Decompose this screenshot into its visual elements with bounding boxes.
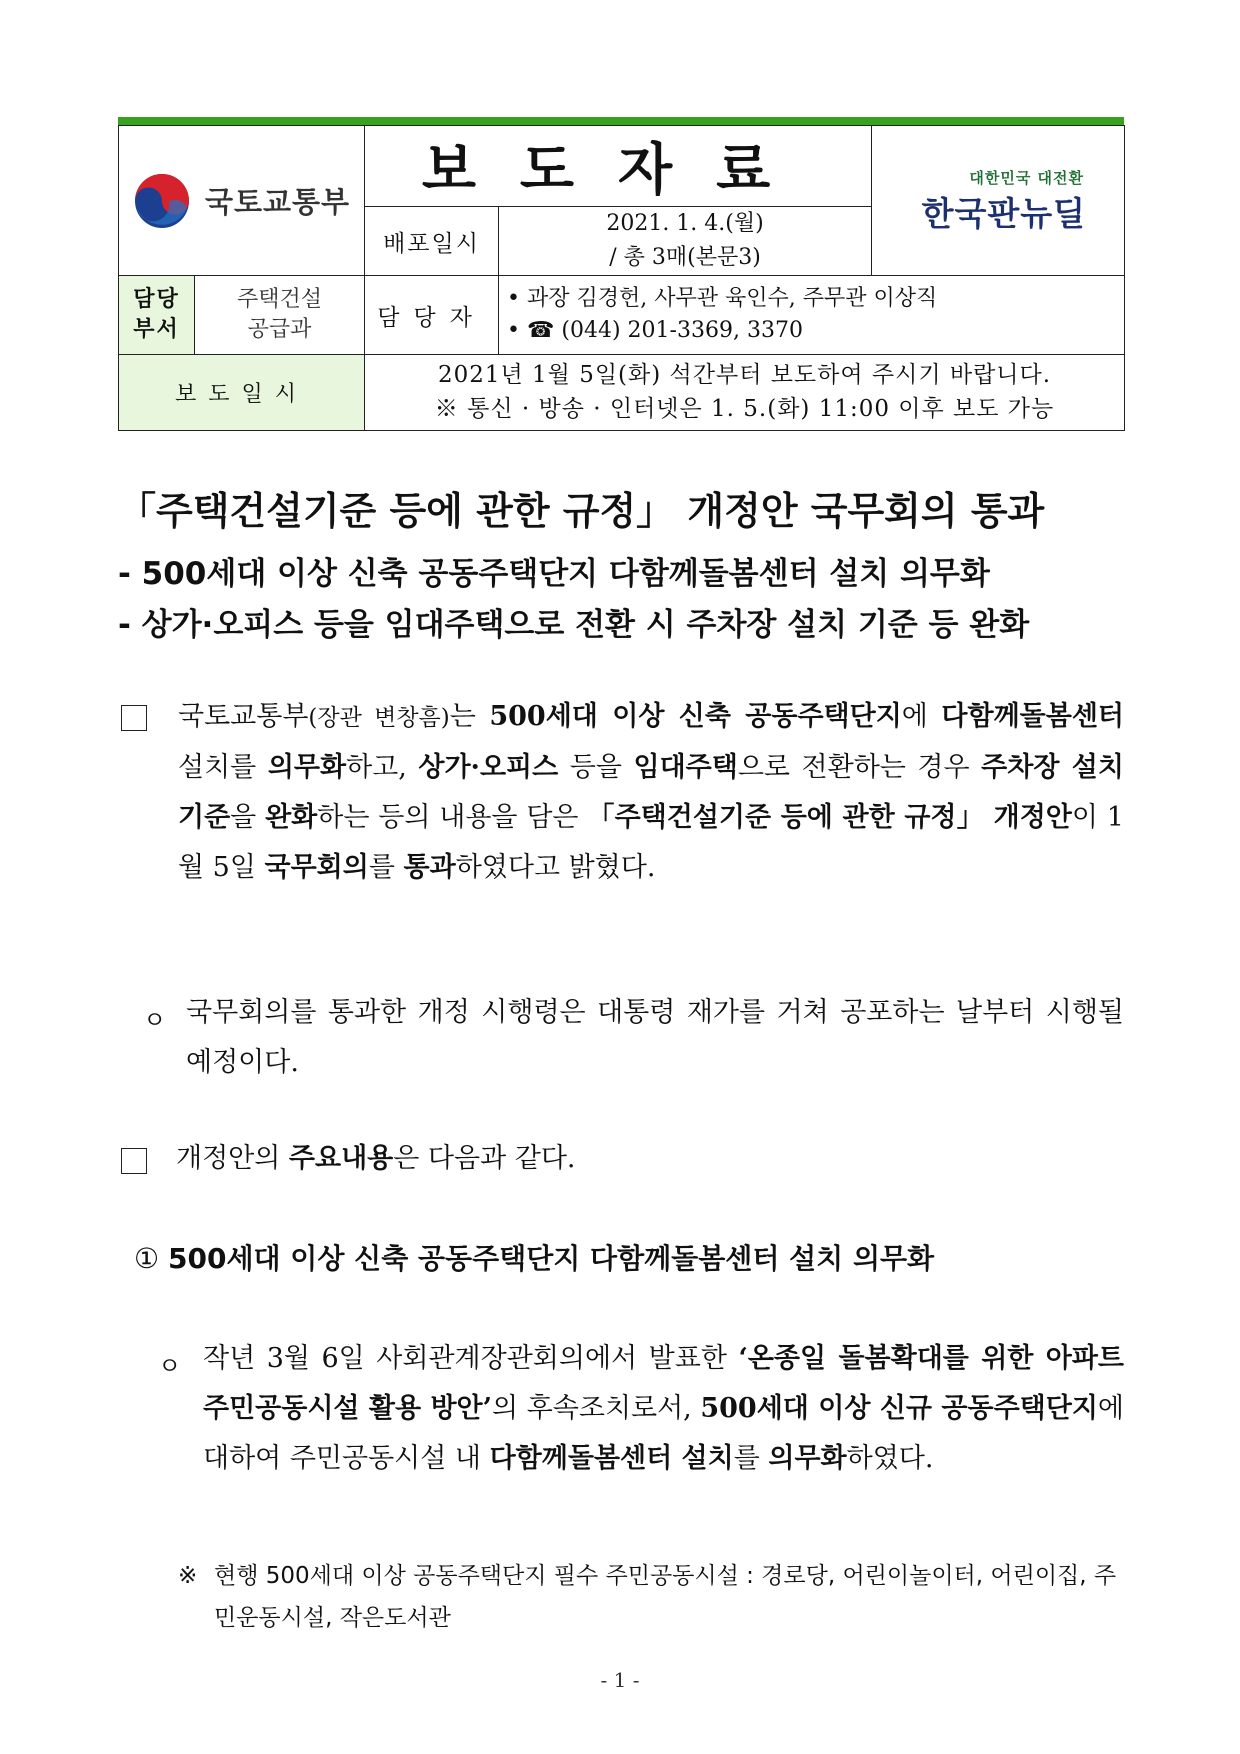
note-mark: ※ — [178, 1563, 198, 1589]
p1-m: 으로 전환하는 경우 — [737, 752, 982, 783]
header-accent-bar — [118, 117, 1124, 125]
p1-v: 통과 — [403, 852, 456, 883]
p3-b: 주요내용 — [288, 1143, 394, 1174]
release-line-2: ※ 통신 · 방송 · 인터넷은 1. 5.(화) 11:00 이후 보도 가능 — [434, 396, 1055, 423]
p4-d: 500세대 이상 신규 공동주택단지 — [700, 1393, 1098, 1424]
new-deal-slogan: 대한민국 대전환 — [969, 168, 1085, 187]
section-1-marker: ① — [134, 1242, 160, 1275]
p4-f: 다함께돌봄센터 설치 — [489, 1443, 734, 1474]
p4-i: 하였다. — [846, 1443, 934, 1474]
new-deal-logo-cell — [872, 126, 1125, 276]
checkbox-bullet-2 — [121, 1148, 147, 1174]
ministry-logo-cell — [119, 126, 365, 276]
p1-g: 설치를 — [178, 752, 268, 783]
p3-c: 은 다음과 같다. — [393, 1143, 576, 1174]
paragraph-care-center — [203, 1334, 1124, 1484]
note-required-facilities: 현행 500세대 이상 공동주택단지 필수 주민공동시설 : 경로당, 어린이놀이터, 어린이집, 주민운동시설, 작은도서관 — [214, 1563, 1117, 1631]
department-label-line1: 담당 — [133, 287, 180, 313]
p4-a: 작년 3월 6일 사회관계장관회의에서 발표한 — [203, 1343, 739, 1374]
headline-subtitle-1: - 500세대 이상 신축 공동주택단지 다함께돌봄센터 설치 의무화 — [118, 556, 990, 592]
release-info-cell — [365, 354, 1125, 430]
p4-g: 를 — [733, 1443, 769, 1474]
department-label-cell — [119, 276, 195, 354]
distribution-label-cell — [365, 207, 499, 276]
p1-l: 임대주택 — [633, 752, 738, 783]
p1-n: 주차장 설치 기준 — [178, 752, 1124, 833]
release-line-1: 2021년 1월 5일(화) 석간부터 보도하여 주시기 바랍니다. — [437, 362, 1052, 389]
staff-phone: (044) 201-3369, 3370 — [561, 318, 803, 344]
p1-f: 다함께돌봄센터 — [941, 701, 1124, 732]
press-release-header — [118, 117, 1124, 431]
p1-w: 하였다고 밝혔다. — [455, 852, 656, 883]
headline-title: 「주택건설기준 등에 관한 규정」 개정안 국무회의 통과 — [118, 489, 1045, 533]
release-label-cell — [119, 354, 365, 430]
p1-r: 「주택건설기준 등에 관한 규정」 개정안 — [587, 802, 1072, 833]
p4-c: 의 후속조치로서, — [492, 1393, 701, 1424]
staff-contact-cell — [499, 276, 1125, 354]
department-name-line2: 공급과 — [247, 317, 312, 343]
p1-u: 를 — [368, 852, 404, 883]
p4-e: 에 대하여 주민공동시설 내 — [203, 1393, 1124, 1474]
p4-h: 의무화 — [768, 1443, 847, 1474]
p1-q: 하는 등의 내용을 담은 — [317, 802, 588, 833]
p1-c: 는 — [449, 701, 490, 732]
paragraph-enforcement: 국무회의를 통과한 개정 시행령은 대통령 재가를 거쳐 공포하는 날부터 시행될 예정이다. — [186, 997, 1124, 1078]
section-1-heading — [134, 1234, 1124, 1284]
department-name-cell — [195, 276, 365, 354]
p1-d: 500세대 이상 신축 공동주택단지 — [489, 701, 902, 732]
p3-a: 개정안의 — [176, 1143, 289, 1174]
section-1-title: 500세대 이상 신축 공동주택단지 다함께돌봄센터 설치 의무화 — [168, 1242, 935, 1275]
taegeuk-emblem-icon — [133, 172, 191, 230]
title-cell — [365, 126, 872, 207]
p1-e: 에 — [901, 701, 942, 732]
p1-i: 하고, — [346, 752, 419, 783]
distribution-value-cell — [499, 207, 872, 276]
p4-b: ‘온종일 돌봄확대를 위한 아파트 주민공동시설 활용 방안’ — [203, 1343, 1124, 1424]
headline-subtitle-2: - 상가·오피스 등을 임대주택으로 전환 시 주차장 설치 기준 등 완화 — [118, 607, 1030, 643]
staff-label-cell — [365, 276, 499, 354]
p1-h: 의무화 — [267, 752, 347, 783]
department-label-line2: 부서 — [133, 317, 180, 343]
circle-bullet-2: ㅇ — [158, 1352, 182, 1380]
document-type-title: 보도자료 — [421, 138, 815, 204]
distribution-date: 2021. 1. 4.(월) — [606, 211, 764, 237]
distribution-label: 배포일시 — [383, 230, 480, 257]
circle-bullet-1: ㅇ — [143, 1006, 167, 1034]
p1-t: 국무회의 — [264, 852, 369, 883]
p1-o: 을 — [230, 802, 266, 833]
p1-p: 완화 — [265, 802, 318, 833]
staff-names: 과장 김경헌, 사무관 육인수, 주무관 이상직 — [527, 286, 938, 312]
p1-j: 상가·오피스 — [418, 752, 559, 783]
header-table — [118, 125, 1125, 431]
distribution-pages: / 총 3매(본문3) — [609, 245, 761, 271]
page-number: - 1 - — [600, 1668, 640, 1692]
paragraph-intro-main-contents — [176, 1134, 1124, 1184]
checkbox-bullet-1 — [121, 705, 147, 731]
p1-a: 국토교통부 — [178, 701, 309, 732]
staff-names-line: • 과장 김경헌, 사무관 육인수, 주무관 이상직 — [507, 286, 938, 312]
department-name-line1: 주택건설 — [237, 287, 323, 313]
phone-icon: ☎ — [527, 318, 555, 344]
p1-b: (장관 변창흠) — [308, 705, 450, 731]
release-label: 보도일시 — [175, 381, 309, 407]
paragraph-main — [178, 692, 1124, 893]
p1-s: 이 1월 5일 — [178, 802, 1124, 883]
staff-phone-line: • ☎ (044) 201-3369, 3370 — [507, 318, 803, 344]
ministry-name: 국토교통부 — [204, 185, 351, 220]
new-deal-logo-text: 한국판뉴딜 — [921, 193, 1087, 233]
p1-k: 등을 — [558, 752, 634, 783]
staff-label: 담당자 — [377, 304, 486, 331]
